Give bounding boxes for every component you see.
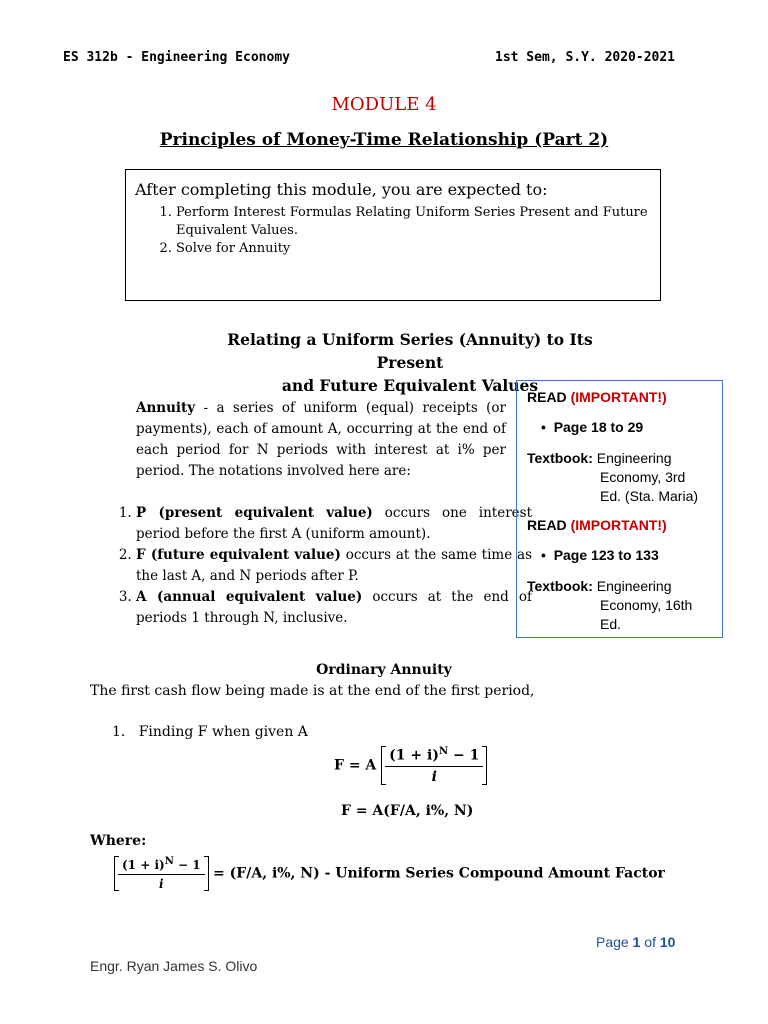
factor-notation: = (F/A, i%, N): [213, 865, 320, 882]
annuity-text: - a series of uniform (equal) receipts (or payments), each of amount A, occurring at the end of each period for N periods with interest at i% per period. The notations involved here are:: [136, 400, 506, 479]
read-text: READ: [527, 517, 567, 533]
textbook-2-line1: Engineering: [596, 578, 672, 594]
notation-term: P (present equivalent value): [136, 505, 373, 521]
factor-definition: [114, 856, 665, 891]
textbook-1-line3: Ed. (Sta. Maria): [600, 488, 699, 504]
notation-text: occurs one interest period before the first A (uniform amount).: [136, 505, 532, 542]
page-total: 10: [659, 934, 676, 950]
notation-term: A (annual equivalent value): [136, 589, 363, 605]
formula-exponent: N: [438, 746, 449, 757]
formula-numerator: (1 + i): [389, 747, 439, 764]
textbook-label: Textbook:: [527, 450, 593, 466]
formula-minus-one: − 1: [448, 747, 480, 764]
notation-item: [136, 503, 532, 545]
page-title: [0, 130, 768, 150]
read-text: READ: [527, 389, 567, 405]
ordinary-annuity-text: The first cash flow being made is at the end of the first period,: [90, 683, 535, 699]
notation-item: [136, 587, 532, 629]
notation-list: [112, 503, 532, 629]
important-text: (IMPORTANT!): [570, 517, 667, 533]
textbook-1-line2: Economy, 3rd: [600, 469, 686, 485]
ordinary-annuity-title: Ordinary Annuity: [316, 662, 452, 678]
semester-label: 1st Sem, S.Y. 2020-2021: [495, 50, 676, 65]
textbook-1-line1: Engineering: [596, 450, 672, 466]
course-title: ES 312b - Engineering Economy: [63, 50, 290, 65]
step-1: 1. Finding F when given A: [112, 724, 308, 740]
page-prefix: Page: [596, 934, 633, 950]
formula-f-given-a: [334, 746, 487, 785]
notation-term: F (future equivalent value): [136, 547, 341, 563]
reading-box: [516, 380, 723, 638]
page-range-2-text: Page 123 to 133: [553, 547, 659, 563]
annuity-definition: [136, 398, 506, 482]
factor-fraction: [118, 856, 205, 891]
annuity-term: Annuity: [136, 400, 196, 416]
formula-bracket: [381, 746, 487, 785]
section-title-line1: Relating a Uniform Series (Annuity) to Its Present: [227, 330, 593, 372]
factor-name: - Uniform Series Compound Amount Factor: [319, 865, 665, 882]
objective-item: 2. Solve for Annuity: [176, 240, 656, 258]
factor-minus-one: − 1: [173, 858, 201, 872]
notation-text: occurs at the same time as the last A, and N periods after P.: [136, 547, 532, 584]
factor-exponent: N: [164, 856, 174, 867]
factor-bracket: [114, 856, 209, 891]
page-range-1-text: Page 18 to 29: [553, 419, 644, 435]
read-label: [527, 517, 667, 533]
important-text: (IMPORTANT!): [570, 389, 667, 405]
textbook-1: [527, 449, 698, 506]
textbook-label: Textbook:: [527, 578, 593, 594]
page-number: [596, 934, 675, 950]
objectives-intro: After completing this module, you are expected to:: [135, 180, 548, 199]
formula-lhs: F = A: [334, 757, 377, 774]
objectives-list: [146, 204, 656, 258]
textbook-2-line3: Ed.: [600, 616, 622, 632]
textbook-2: [527, 577, 692, 634]
formula-notation: F = A(F/A, i%, N): [341, 803, 474, 819]
factor-denominator: i: [159, 877, 164, 891]
page-range-1: • Page 18 to 29: [541, 419, 644, 435]
formula-fraction: [385, 746, 483, 785]
factor-numerator: (1 + i): [122, 858, 165, 872]
textbook-2-line2: Economy, 16th: [600, 597, 693, 613]
read-label: [527, 389, 667, 405]
objective-item: 1. Perform Interest Formulas Relating Uniform Series Present and Future Equivalent Values.: [176, 204, 656, 240]
page-range-2: • Page 123 to 133: [541, 547, 659, 563]
objectives-box: [125, 169, 661, 301]
where-label: Where:: [90, 833, 147, 849]
section-title-line2: and Future Equivalent Values: [281, 376, 539, 395]
page-of: of: [640, 934, 660, 950]
page-current: 1: [632, 934, 641, 950]
author: Engr. Ryan James S. Olivo: [90, 958, 258, 974]
module-number: MODULE 4: [331, 94, 437, 115]
step-1-text: Finding F when given A: [138, 724, 308, 740]
notation-item: [136, 545, 532, 587]
page-title-text: Principles of Money-Time Relationship (Part 2): [159, 130, 609, 150]
formula-denominator: i: [431, 768, 437, 785]
notation-text: occurs at the end of periods 1 through N, inclusive.: [136, 589, 532, 626]
